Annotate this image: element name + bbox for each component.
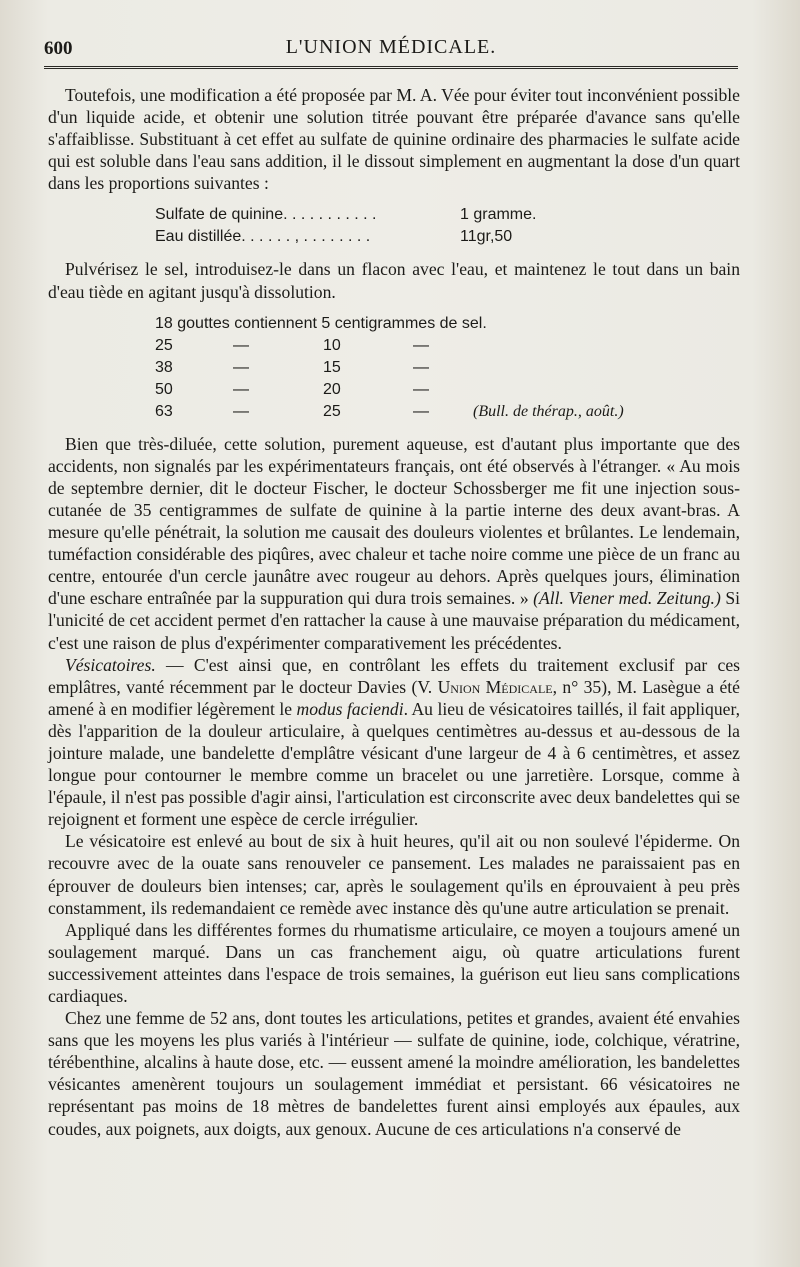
paragraph-text: . Au lieu de vésicatoires taillés, il fait appliquer, dès l'apparition de la douleur articulaire, à quelques centimètres au-dessus et au-dessous de la jointure malade, une bandelette d'emplâtre vésicant d'une largeur de 4 à 6 centimètres, et assez longue pour contourner le membre comme un bracelet ou une jarretière. Lorsque, comme à l'épaule, il n'est pas possible d'agir ainsi, l'articulation est circonscrite avec deux bandelettes qui se rejoignent et forment une espèce de cercle irrégulier. [48,698,740,830]
centigrams: 25 [323,402,341,420]
ditto-dash: — [233,358,249,376]
drops-count: 25 [155,336,173,354]
drops-row [155,313,740,335]
intro-paragraph: Toutefois, une modification a été proposée par M. A. Vée pour éviter tout inconvénient possible d'un liquide acide, et obtenir une solution titrée pouvant être préparée d'avance sans qu'elle s'affaiblisse. Substituant à cet effet au sulfate de quinine ordinaire des pharmacies le sulfate acide qui est soluble dans l'eau sans addition, il le dissout simplement en augmentant la dose d'un quart dans les proportions suivantes : [48,85,740,194]
drops-row [155,357,740,379]
ditto-dash: — [413,358,429,376]
drops-count: 50 [155,380,173,398]
centigrams: 15 [323,358,341,376]
paragraph-applique: Appliqué dans les différentes formes du rhumatisme articulaire, ce moyen a toujours amené un soulagement marqué. Dans un cas franchement aigu, où quatre articulations furent successivement atteintes dans l'espace de trois semaines, la guérison eut lieu sans complications cardiaques. [48,919,740,1006]
ditto-dash: — [413,336,429,354]
drops-count: 38 [155,358,173,376]
ditto-dash: — [233,336,249,354]
recipe-table [155,204,740,248]
section-heading: Vésicatoires. [65,654,156,675]
paragraph-femme: Chez une femme de 52 ans, dont toutes les articulations, petites et grandes, avaient été envahies sans que les moyens les plus variés à l'intérieur — sulfate de quinine, iode, colchique, vératrine, térébenthine, alcalins à haute dose, etc. — eussent amené la moindre amélioration, les bandelettes vésicantes amenèrent toujours un soulagement immédiat et persistant. 66 vésicatoires ne représentant pas moins de 18 mètres de bandelettes furent ainsi employés aux épaules, aux coudes, aux poignets, aux doigts, aux genoux. Aucune de ces articulations n'a conservé de [48,1008,740,1139]
reference: (Bull. de thérap., août.) [473,402,624,420]
page-header [44,30,738,60]
page-number: 600 [44,38,73,59]
journal-name: Union Médicale [437,676,553,697]
centigrams: 10 [323,336,341,354]
ditto-dash: — [413,380,429,398]
drops-content: 5 centigrammes de sel. [321,314,487,332]
ditto-dash: — [233,380,249,398]
drops-row [155,335,740,357]
ditto-dash: — [233,402,249,420]
paragraph-text: Si l'unicité de cet accident permet d'en rattacher la cause à une mauvaise préparation du médicament, c'est une raison de plus d'expérimenter comparativement les précédentes. [48,588,740,653]
pulverize-paragraph: Pulvérisez le sel, introduisez-le dans un flacon avec l'eau, et maintenez le tout dans un bain d'eau tiède en agitant jusqu'à dissolution. [48,259,740,302]
recipe-quantity: 1 gramme. [460,206,537,224]
ditto-dash: — [413,402,429,420]
drops-table [155,313,740,423]
header-rule [44,66,738,69]
citation: (All. Viener med. Zeitung.) [533,588,721,609]
recipe-row [155,226,740,248]
centigrams: 20 [323,380,341,398]
running-title: L'UNION MÉDICALE. [285,36,497,58]
latin-phrase: modus faciendi [296,698,404,719]
drops-count: 18 gouttes [155,314,230,332]
drops-count: 63 [155,402,173,420]
paragraph-text: — C'est ainsi que, en contrôlant les effets du traitement exclusif par ces emplâtres, vanté récemment par le docteur Davies (V. [48,654,740,697]
drops-row [155,401,740,423]
recipe-ingredient: Eau distillée. . . . . . , . . . . . . . . [155,228,371,246]
recipe-ingredient: Sulfate de quinine. . . . . . . . . . . [155,206,377,224]
paragraph-vesicatoire-enleve: Le vésicatoire est enlevé au bout de six à huit heures, qu'il ait ou non soulevé l'épiderme. On recouvre avec de la ouate sans renouveler ce pansement. Les malades ne paraissaient pas en éprouver de douleurs bien intenses; car, après le soulagement qu'ils en éprouvaient à peu près constamment, ils redemandaient ce remède avec instance dès qu'une autre articulation se prenait. [48,831,740,918]
paragraph-text: , n° 35), M. Lasègue a été amené à en modifier légèrement le [48,676,740,719]
drops-row [155,379,740,401]
paragraph-text: Bien que très-diluée, cette solution, purement aqueuse, est d'autant plus importante que des accidents, non signalés par les expérimentateurs français, ont été observés à l'étranger. « Au mois de septembre dernier, dit le docteur Fischer, le docteur Schossberger me fit une injection sous-cutanée de 35 centigrammes de sulfate de quinine à la partie interne des deux avant-bras. A mesure qu'elle pénétrait, la solution me causait des douleurs violentes et brûlantes. Le lendemain, tuméfaction considérable des piqûres, avec chaleur et tache noire comme une pièce de un franc au centre, entourée d'un cercle jaunâtre avec rougeur au dehors. Après quelques jours, élimination d'une eschare entraînée par la suppuration qui dura trois semaines. » [48,433,740,609]
drops-verb: contiennent [234,314,317,332]
paragraph-vesicatoires [48,654,740,831]
paragraph-bien-que [48,433,740,654]
recipe-quantity: 11gr,50 [460,228,513,246]
recipe-row [155,204,740,226]
article-body [48,84,740,1140]
